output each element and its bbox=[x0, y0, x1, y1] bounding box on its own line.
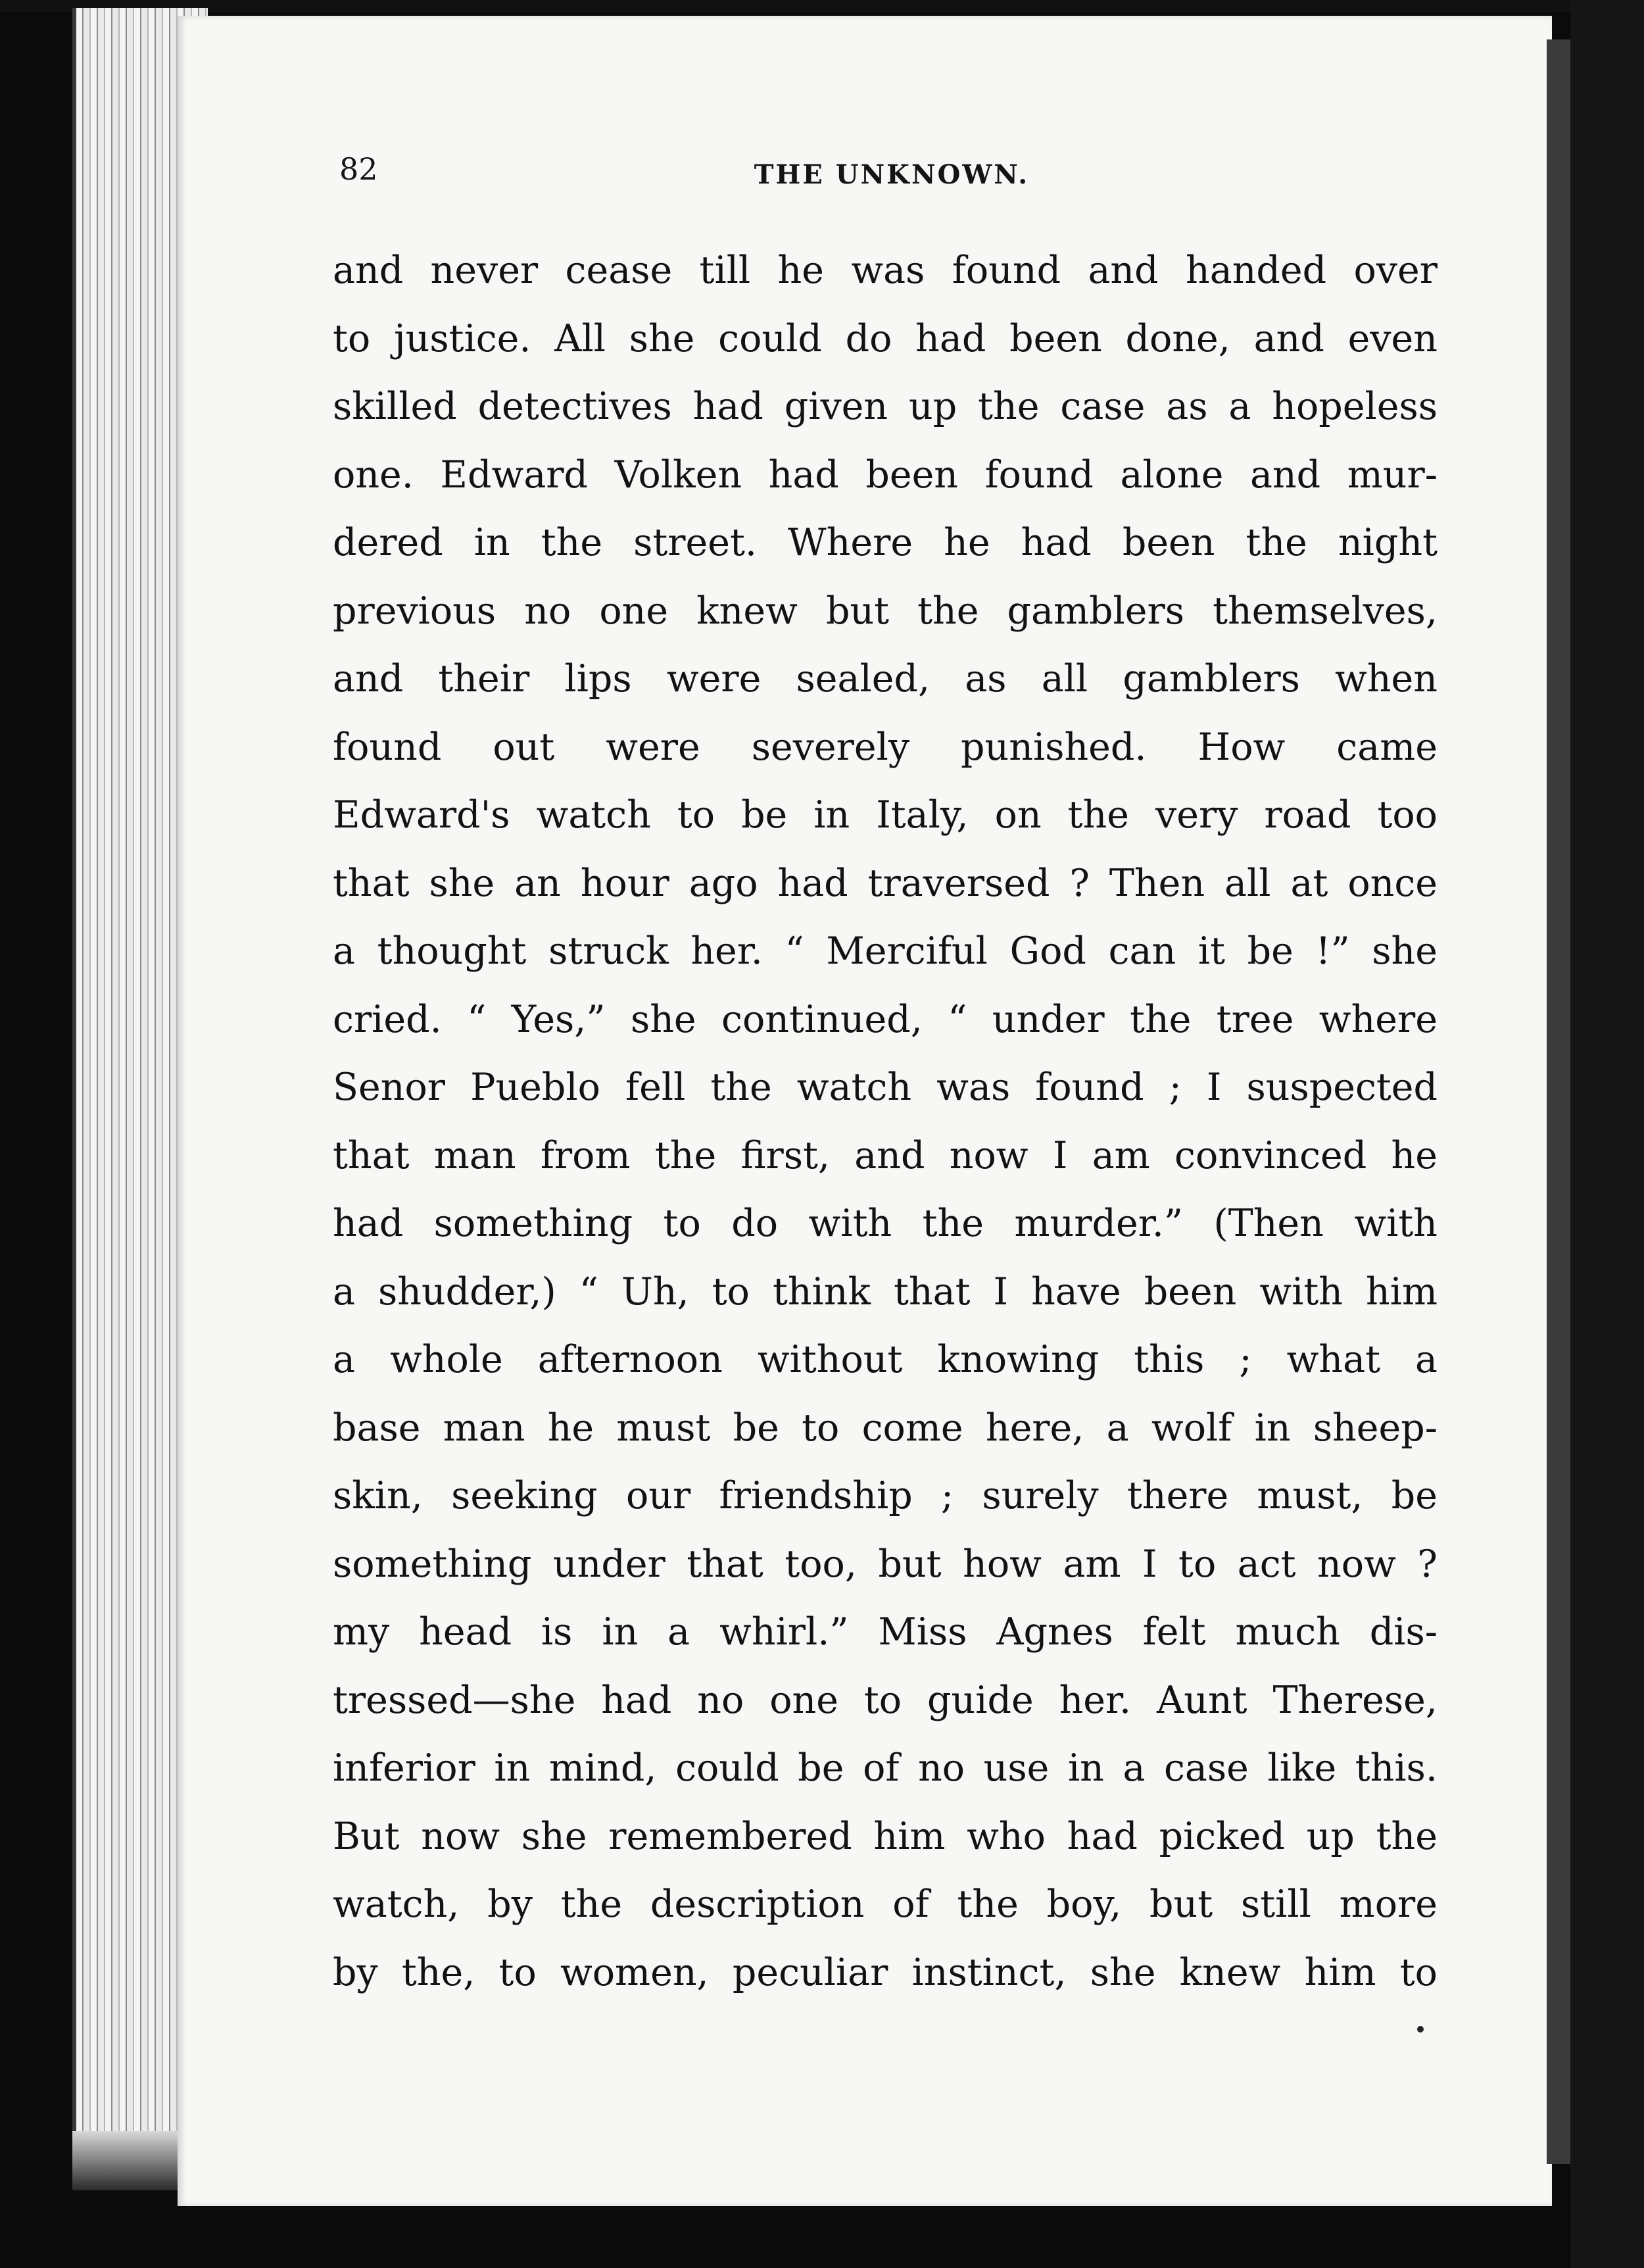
ink-speck bbox=[1417, 2026, 1424, 2033]
running-head-title: THE UNKNOWN. bbox=[754, 159, 1030, 190]
text-line: that she an hour ago had traversed ? Then all at once bbox=[333, 861, 1438, 905]
text-line: previous no one knew but the gamblers themselves, bbox=[333, 589, 1438, 633]
page-number: 82 bbox=[339, 151, 378, 187]
text-line: and their lips were sealed, as all gamblers when bbox=[333, 657, 1438, 701]
text-line: base man he must be to come here, a wolf in sheep- bbox=[333, 1406, 1438, 1450]
text-line: dered in the street. Where he had been the night bbox=[333, 521, 1438, 564]
text-line: to justice. All she could do had been done, and even bbox=[333, 316, 1438, 360]
text-line: skin, seeking our friendship ; surely there must, be bbox=[333, 1474, 1438, 1517]
text-line: Senor Pueblo fell the watch was found ; I suspected bbox=[333, 1066, 1438, 1109]
text-line: found out were severely punished. How came bbox=[333, 725, 1438, 769]
text-line: inferior in mind, could be of no use in a case like this. bbox=[333, 1746, 1438, 1790]
text-line: But now she remembered him who had picked up the bbox=[333, 1814, 1438, 1858]
text-line: had something to do with the murder.” (Then with bbox=[333, 1202, 1438, 1245]
text-line: watch, by the description of the boy, but still more bbox=[333, 1883, 1438, 1926]
text-line: and never cease till he was found and handed over bbox=[333, 249, 1438, 292]
text-line: by the, to women, peculiar instinct, she knew him to bbox=[333, 1950, 1438, 1994]
text-line: a thought struck her. “ Merciful God can it be !” she bbox=[333, 929, 1438, 973]
running-head bbox=[339, 143, 1444, 196]
text-line: a shudder,) “ Uh, to think that I have been with him bbox=[333, 1270, 1438, 1314]
text-line: skilled detectives had given up the case as a hopeless bbox=[333, 385, 1438, 428]
text-line: one. Edward Volken had been found alone and mur- bbox=[333, 453, 1438, 497]
text-line: Edward's watch to be in Italy, on the very road too bbox=[333, 793, 1438, 837]
body-text bbox=[333, 237, 1438, 2007]
text-line: a whole afternoon without knowing this ; what a bbox=[333, 1338, 1438, 1381]
book-binding-strip bbox=[1547, 39, 1572, 2164]
scanner-background-right bbox=[1570, 0, 1644, 2268]
text-line: tressed—she had no one to guide her. Aunt Therese, bbox=[333, 1678, 1438, 1722]
text-line: my head is in a whirl.” Miss Agnes felt much dis- bbox=[333, 1610, 1438, 1654]
scanner-background-top bbox=[0, 0, 1644, 12]
text-line: something under that too, but how am I to act now ? bbox=[333, 1542, 1438, 1586]
text-line: cried. “ Yes,” she continued, “ under the tree where bbox=[333, 997, 1438, 1041]
text-line: that man from the first, and now I am convinced he bbox=[333, 1133, 1438, 1177]
